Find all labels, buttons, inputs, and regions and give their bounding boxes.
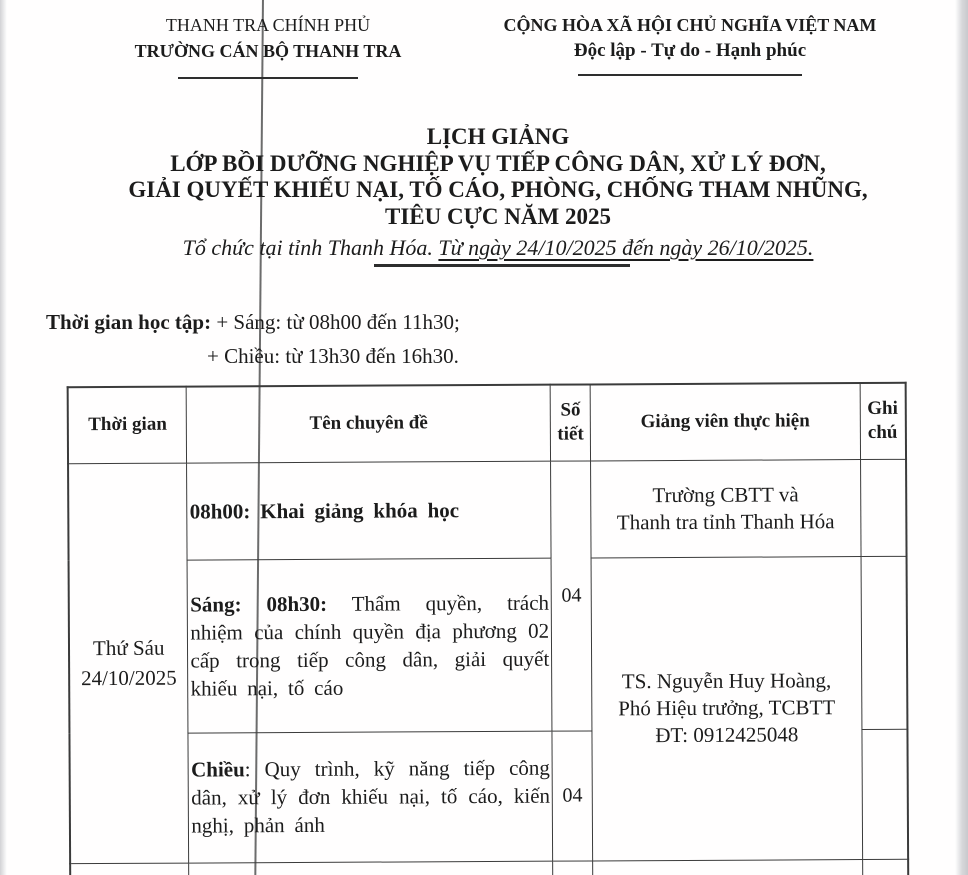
partial-date-cell	[70, 863, 189, 875]
note-cell-2	[861, 556, 908, 729]
periods-cell-afternoon: 04	[552, 730, 593, 860]
partial-periods-cell	[553, 860, 593, 875]
lecturer-phone: ĐT: 0912425048	[655, 722, 799, 748]
motto-underline	[578, 74, 802, 76]
lecturer-opening-line1: Trường CBTT và	[652, 481, 799, 507]
table-row-opening	[68, 459, 906, 560]
periods-cell-morning: 04	[551, 460, 592, 730]
title-line-2: LỚP BỒI DƯỠNG NGHIỆP VỤ TIẾP CÔNG DÂN, XỬ LÝ ĐƠN,	[170, 150, 826, 176]
lecturer-cell-opening	[591, 459, 861, 557]
issuing-org-block	[128, 12, 408, 79]
lecturer-title: Phó Hiệu trưởng, TCBTT	[618, 695, 836, 721]
morning-time: 08h30:	[266, 591, 328, 616]
col-header-topic: Tên chuyên đề	[187, 385, 551, 463]
subtitle-dates: Từ ngày 24/10/2025 đến ngày 26/10/2025.	[438, 235, 814, 260]
date-weekday: Thứ Sáu	[92, 635, 165, 661]
table-header-row	[68, 383, 906, 463]
topic-cell-morning	[187, 558, 552, 733]
col-header-time: Thời gian	[68, 387, 187, 464]
study-time-line-morning	[46, 305, 460, 339]
morning-topic-text: Thẩm quyền, trách nhiệm của chính quyền địa phương 02 cấp trong tiếp công dân, giải quyết khiếu nại, tố cáo	[190, 590, 550, 701]
study-time-label: Thời gian học tập:	[46, 310, 212, 334]
lecturer-opening-line2: Thanh tra tỉnh Thanh Hóa	[616, 508, 835, 534]
note-cell-3	[861, 729, 908, 859]
lecturer-name: TS. Nguyễn Huy Hoàng,	[621, 668, 832, 694]
title-line-3: GIẢI QUYẾT KHIẾU NẠI, TỐ CÁO, PHÒNG, CHỐNG THAM NHŨNG,	[128, 177, 868, 202]
col-header-lecturer: Giảng viên thực hiện	[590, 383, 860, 460]
partial-topic-cell	[189, 861, 553, 875]
topic-cell-afternoon	[188, 731, 552, 863]
morning-label: Sáng:	[190, 591, 242, 617]
subtitle-divider	[374, 264, 630, 267]
org-parent-name: THANH TRA CHÍNH PHỦ	[165, 15, 371, 35]
page-left-edge	[0, 0, 7, 875]
schedule-table	[67, 382, 910, 875]
col-header-periods: Số tiết	[550, 384, 590, 460]
table-row-morning	[69, 556, 908, 733]
national-title: CỘNG HÒA XÃ HỘI CHỦ NGHĨA VIỆT NAM	[503, 15, 877, 35]
topic-cell-opening	[187, 461, 551, 560]
date-cell	[68, 463, 189, 864]
study-time-afternoon: + Chiều: từ 13h30 đến 16h30.	[207, 344, 459, 368]
partial-note-cell	[862, 859, 908, 875]
schedule-title-block	[28, 124, 968, 267]
afternoon-label: Chiều	[191, 757, 245, 782]
org-name: TRƯỜNG CÁN BỘ THANH TRA	[134, 41, 402, 61]
title-line-1: LỊCH GIẢNG	[426, 124, 570, 149]
col-header-notes: Ghi chú	[860, 383, 906, 459]
national-motto-block	[484, 12, 896, 76]
afternoon-topic-text: : Quy trình, kỹ năng tiếp công dân, xử lý đơn khiếu nại, tố cáo, kiến nghị, phản ánh	[191, 755, 551, 838]
partial-lecturer-cell	[593, 859, 863, 875]
lecturer-cell-merged	[591, 556, 862, 860]
note-cell-1	[860, 459, 906, 556]
national-motto: Độc lập - Tự do - Hạnh phúc	[573, 40, 807, 61]
title-line-4: TIÊU CỰC NĂM 2025	[385, 203, 611, 229]
org-underline	[178, 77, 358, 79]
schedule-subtitle	[28, 236, 968, 260]
topic-opening-text: 08h00: Khai giảng khóa học	[189, 497, 460, 524]
date-value: 24/10/2025	[80, 665, 177, 691]
study-time-note	[46, 305, 460, 373]
subtitle-location: Tổ chức tại tỉnh Thanh Hóa.	[182, 235, 439, 260]
study-time-morning: + Sáng: từ 08h00 đến 11h30;	[216, 310, 460, 334]
